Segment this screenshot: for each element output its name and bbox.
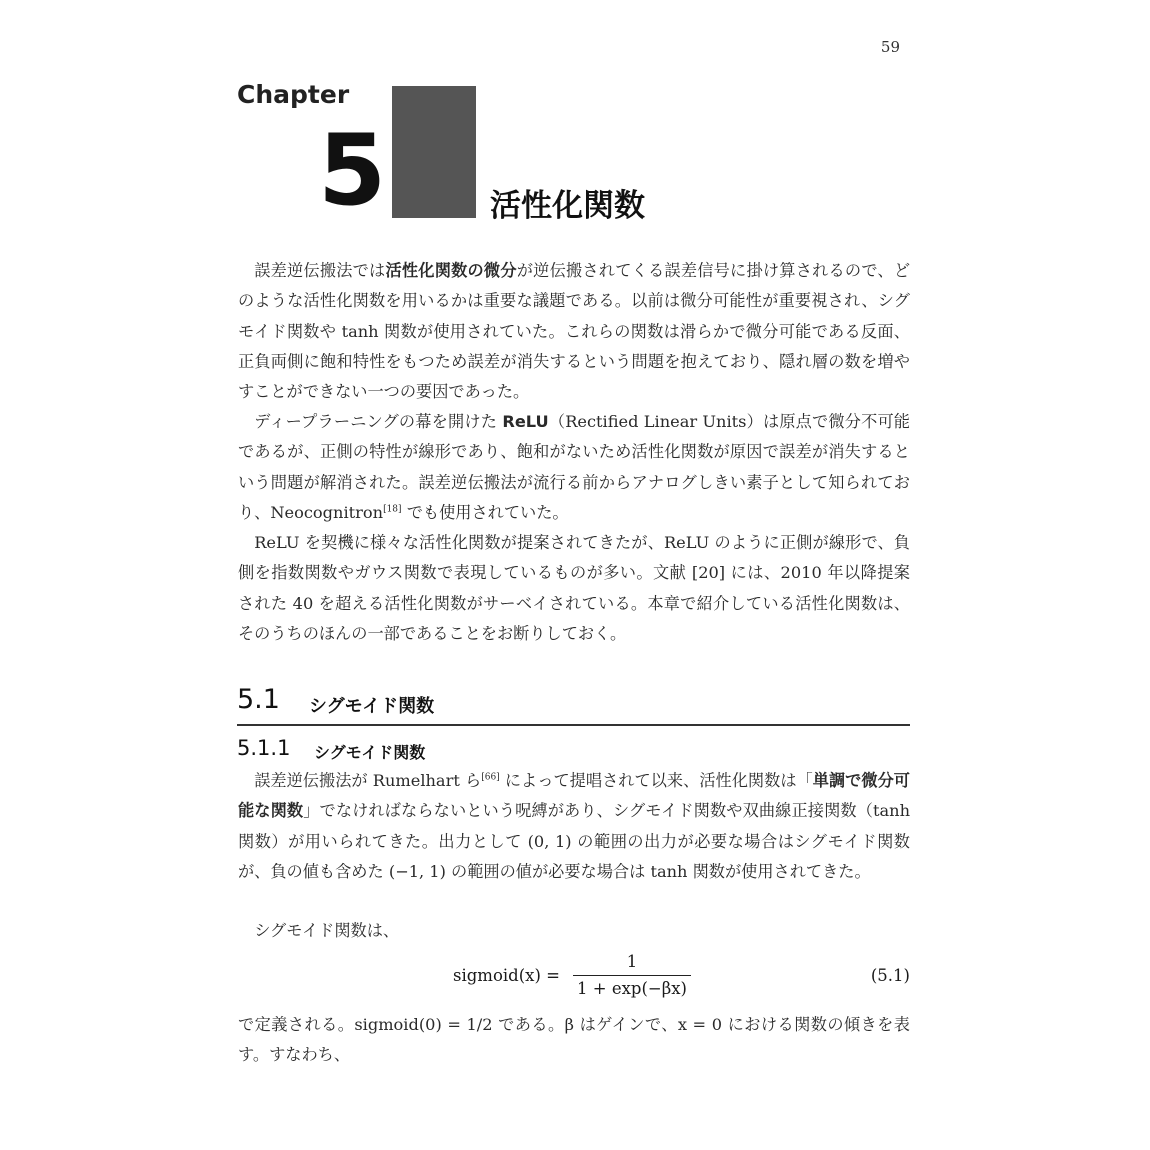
text-run: ディープラーニングの幕を開けた [254, 412, 503, 431]
equation-5-1 [238, 950, 910, 1010]
equation-label: (5.1) [870, 966, 910, 985]
section-title: シグモイド関数 [309, 696, 435, 717]
paragraph-text: シグモイド関数は、 [254, 921, 400, 940]
emphasis-text: ReLU [502, 412, 549, 431]
chapter-decoration-block [392, 86, 476, 218]
citation-ref: [66] [481, 772, 500, 783]
intro-paragraph-2 [238, 407, 910, 528]
section-heading [237, 684, 910, 726]
text-run: が逆伝搬されてくる誤差信号に掛け算されるので、どのような活性化関数を用いるかは重要な議題である。以前は微分可能性が重要視され、シグモイド関数や tanh 関数が使用されていた。これらの関数は滑らかで微分可能である反面、正負両側に飽和特性をもつため誤差が消失するという問題を抱えており、隠れ層の数を増やすことができない一つの要因であった。 [238, 261, 911, 402]
sigmoid-paragraph-1 [238, 766, 910, 887]
subsection-title: シグモイド関数 [314, 743, 426, 762]
text-run: （Rectified Linear Units）は原点で微分不可能であるが、正側の特性が線形であり、飽和がないため活性化関数が原因で誤差が消失するという問題が解消された。誤差逆伝搬法が流行る前からアナログしきい素子として知られており、Neocognitron [238, 412, 910, 522]
page-number: 59 [880, 38, 900, 56]
text-run: 」でなければならないという呪縛があり、シグモイド関数や双曲線正接関数（tanh 関数）が用いられてきた。出力として (0, 1) の範囲の出力が必要な場合はシグモイド関数が、負の値も含めた (−1, 1) の範囲の値が必要な場合は tanh 関数が使用されてきた。 [238, 801, 910, 881]
subsection-heading [237, 736, 910, 766]
sigmoid-paragraph-3 [238, 1010, 910, 1071]
paragraph-text: ReLU を契機に様々な活性化関数が提案されてきたが、ReLU のように正側が線形で、負側を指数関数やガウス関数で表現しているものが多い。文献 [20] には、2010 年以降提案された 40 を超える活性化関数がサーベイされている。本章で紹介している活性化関数は、そのうちのほんの一部であることをお断りしておく。 [238, 533, 910, 643]
sigmoid-paragraph-2 [238, 916, 910, 946]
equation-denominator: 1 + exp(−βx) [577, 979, 687, 998]
emphasis-text: 活性化関数の微分 [385, 261, 517, 280]
paragraph-text: で定義される。sigmoid(0) = 1/2 である。β はゲインで、x = 0 における関数の傾きを表す。すなわち、 [238, 1015, 910, 1065]
chapter-title: 活性化関数 [490, 188, 645, 224]
equation-numerator: 1 [573, 952, 691, 976]
chapter-label: Chapter [237, 80, 350, 109]
text-run: によって提唱されて以来、活性化関数は「 [499, 771, 813, 790]
intro-paragraph-1 [238, 256, 910, 407]
citation-ref: [18] [383, 504, 402, 515]
equation-lhs: sigmoid(x) = [453, 966, 560, 985]
text-run: でも使用されていた。 [401, 502, 569, 522]
subsection-number: 5.1.1 [237, 736, 291, 760]
chapter-number: 5 [318, 114, 387, 228]
text-run: 誤差逆伝搬法が Rumelhart ら [254, 771, 482, 790]
text-run: 誤差逆伝搬法では [254, 261, 386, 280]
intro-paragraph-3 [238, 528, 910, 649]
equation-fraction [573, 952, 691, 998]
section-number: 5.1 [237, 684, 280, 715]
emphasis-text: 単調で微分可能な関数 [238, 771, 910, 821]
